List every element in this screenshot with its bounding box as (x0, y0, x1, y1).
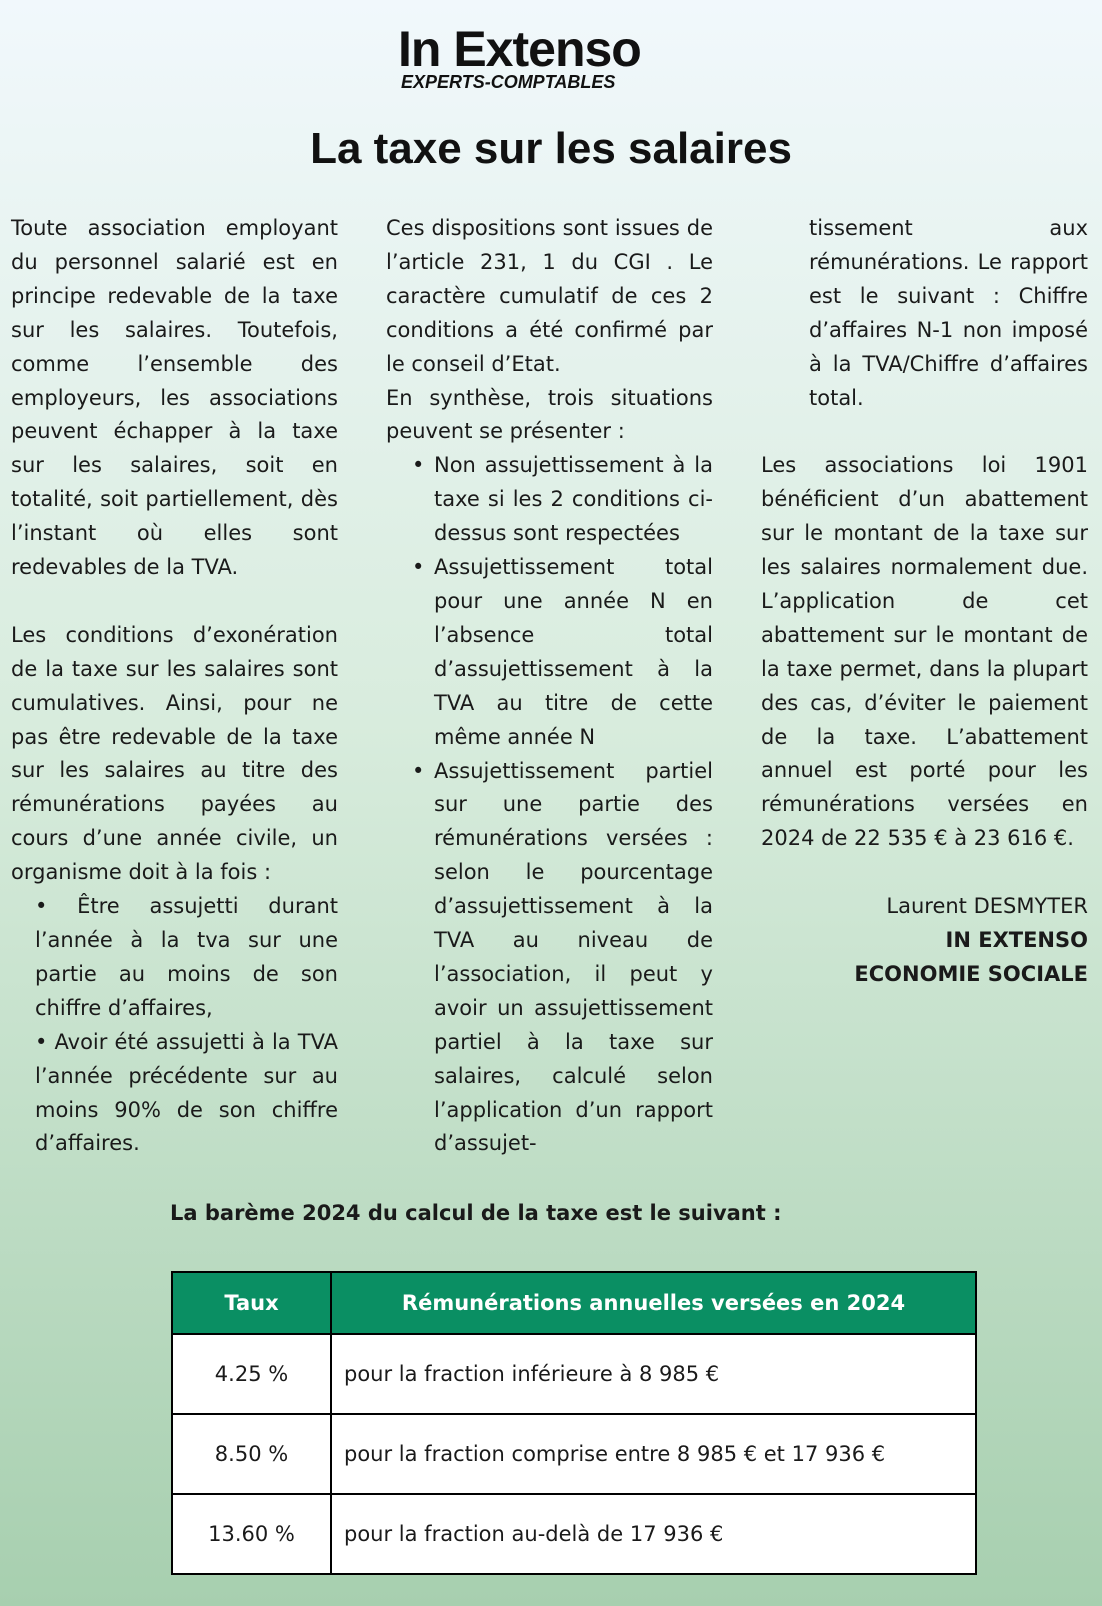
header-remuneration: Rémunérations annuelles versées en 2024 (331, 1272, 976, 1334)
list-item: • Assujettissement total pour une année N en l’absence total d’assujettissement à la TVA au titre de cette même année N (434, 551, 713, 754)
signature (761, 890, 1088, 992)
column-2 (386, 212, 713, 1161)
table-row (172, 1414, 976, 1494)
table-header-row (172, 1272, 976, 1334)
author-company: IN EXTENSO (945, 928, 1088, 952)
bullet-icon: • (412, 758, 425, 783)
desc-cell: pour la fraction comprise entre 8 985 € et 17 936 € (331, 1414, 976, 1494)
list-item: • Avoir été assujetti à la TVA l’année précédente sur au moins 90% de son chiffre d’affaires. (35, 1029, 338, 1156)
table-heading: La barème 2024 du calcul de la taxe est le suivant : (170, 1201, 782, 1225)
paragraph: En synthèse, trois situations peuvent se présenter : (386, 385, 713, 444)
paragraph: Les associations loi 1901 bénéficient d’un abattement sur le montant de la taxe sur les salaires normalement due. L’application de cet abattement sur le montant de la taxe permet, dans la plupart des cas, d’éviter le paiement de la taxe. L’abattement annuel est porté pour les rémunérations versées en 2024 de 22 535 € à 23 616 €. (761, 453, 1088, 851)
table-row (172, 1494, 976, 1574)
column-1 (11, 212, 338, 1161)
bullet-icon: • (412, 555, 425, 580)
desc-cell: pour la fraction inférieure à 8 985 € (331, 1334, 976, 1414)
column-3 (761, 212, 1088, 992)
logo (398, 22, 698, 93)
rate-cell: 13.60 % (172, 1494, 331, 1574)
author-department: ECONOMIE SOCIALE (854, 961, 1088, 986)
bullet-icon: • (412, 453, 425, 478)
situation-list (386, 449, 713, 1161)
tax-rate-table (171, 1271, 977, 1575)
paragraph: tissement aux rémunérations. Le rapport est le suivant : Chiffre d’affaires N-1 non imposé à la TVA/Chiffre d’affaires total. (809, 216, 1088, 410)
page-title: La taxe sur les salaires (310, 124, 792, 173)
logo-name: In Extenso (398, 21, 641, 77)
list-item: • Assujettissement partiel sur une partie des rémunérations versées : selon le pourcentage d’assujettissement à la TVA au niveau de l’association, il peut y avoir un assujettissement partiel à la taxe sur salaires, calculé selon l’application d’un rapport d’assujet- (434, 755, 713, 1162)
rate-cell: 8.50 % (172, 1414, 331, 1494)
table-row (172, 1334, 976, 1414)
paragraph: Les conditions d’exonération de la taxe sur les salaires sont cumulatives. Ainsi, pour ne pas être redevable de la taxe sur les salaires au titre des rémunérations payées au cours d’une année civile, un organisme doit à la fois : (11, 622, 338, 885)
condition-list (11, 890, 338, 1161)
desc-cell: pour la fraction au-delà de 17 936 € (331, 1494, 976, 1574)
logo-tagline: EXPERTS-COMPTABLES (401, 72, 616, 92)
paragraph: Ces dispositions sont issues de l’article 231, 1 du CGI . Le caractère cumulatif de ces 2 conditions a été confirmé par le conseil d’Etat. (386, 216, 713, 376)
author-name: Laurent DESMYTER (886, 894, 1088, 919)
list-item: • Non assujettissement à la taxe si les 2 conditions ci-dessus sont respectées (434, 449, 713, 551)
header-rate: Taux (172, 1272, 331, 1334)
paragraph: Toute association employant du personnel salarié est en principe redevable de la taxe sur les salaires. Toutefois, comme l’ensemble des employeurs, les associations peuvent échapper à la taxe sur les salaires, soit en totalité, soit partiellement, dès l’instant où elles sont redevables de la TVA. (11, 216, 338, 580)
rate-cell: 4.25 % (172, 1334, 331, 1414)
list-item: • Être assujetti durant l’année à la tva sur une partie au moins de son chiffre d’affaires, (35, 894, 338, 1020)
